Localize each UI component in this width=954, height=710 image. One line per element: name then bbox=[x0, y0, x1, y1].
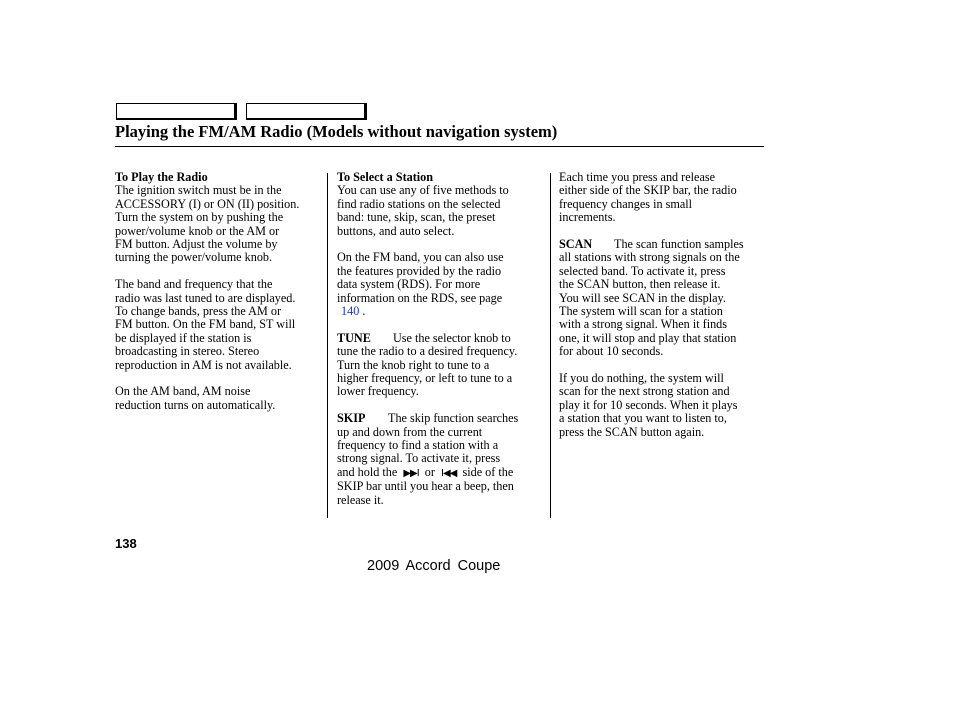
text-line: with a strong signal. When it finds bbox=[559, 317, 728, 332]
text-line bbox=[337, 466, 547, 480]
paragraph-band-frequency bbox=[115, 278, 322, 372]
section-heading-select-station: To Select a Station bbox=[337, 170, 434, 184]
text-fragment: and hold the bbox=[337, 464, 398, 479]
text-line: scan for the next strong station and bbox=[559, 384, 730, 399]
text-line: the features provided by the radio bbox=[337, 263, 502, 278]
text-line: the SCAN button, then release it. bbox=[559, 277, 721, 292]
column-divider-2 bbox=[550, 173, 551, 518]
paragraph-rds bbox=[337, 251, 547, 318]
column-2 bbox=[337, 171, 547, 521]
paragraph-five-methods bbox=[337, 184, 547, 238]
text-line bbox=[337, 412, 547, 425]
text-line: release it. bbox=[337, 492, 384, 507]
text-line: for about 10 seconds. bbox=[559, 344, 664, 359]
text-fragment: Use the selector knob to bbox=[393, 330, 511, 345]
text-line: The system will scan for a station bbox=[559, 304, 723, 319]
text-line: strong signal. To activate it, press bbox=[337, 451, 501, 466]
page-reference-link[interactable]: 140 bbox=[341, 304, 360, 319]
skip-back-icon: I◀◀ bbox=[441, 467, 457, 479]
text-line: up and down from the current bbox=[337, 424, 483, 439]
text-line: one, it will stop and play that station bbox=[559, 330, 737, 345]
text-line: higher frequency, or left to tune to a bbox=[337, 371, 513, 386]
text-line: On the FM band, you can also use bbox=[337, 250, 504, 265]
text-line: press the SCAN button again. bbox=[559, 424, 705, 439]
paragraph-scan-again bbox=[559, 372, 764, 439]
text-line: frequency changes in small bbox=[559, 196, 692, 211]
text-line: reduction turns on automatically. bbox=[115, 397, 276, 412]
text-line: You will see SCAN in the display. bbox=[559, 290, 726, 305]
text-line: Turn the system on by pushing the bbox=[115, 210, 284, 225]
text-fragment: or bbox=[424, 464, 435, 479]
text-line bbox=[337, 305, 547, 318]
text-fragment: The scan function samples bbox=[614, 237, 744, 252]
text-line: If you do nothing, the system will bbox=[559, 371, 724, 386]
text-line: SKIP bar until you hear a beep, then bbox=[337, 479, 514, 494]
nav-tab-box-1[interactable] bbox=[116, 103, 237, 120]
text-line: Turn the knob right to tune to a bbox=[337, 357, 490, 372]
paragraph-ignition bbox=[115, 184, 322, 264]
text-line: buttons, and auto select. bbox=[337, 223, 455, 238]
paragraph-scan bbox=[559, 238, 764, 359]
column-1 bbox=[115, 171, 322, 426]
page-number: 138 bbox=[115, 536, 137, 551]
text-line: The ignition switch must be in the bbox=[115, 183, 282, 198]
skip-forward-icon: ▶▶I bbox=[403, 467, 419, 479]
text-line: a station that you want to listen to, bbox=[559, 411, 727, 426]
nav-tab-box-2[interactable] bbox=[246, 103, 367, 120]
text-line: power/volume knob or the AM or bbox=[115, 223, 280, 238]
text-line: turning the power/volume knob. bbox=[115, 250, 273, 265]
text-line: On the AM band, AM noise bbox=[115, 384, 251, 399]
text-fragment: side of the bbox=[462, 464, 514, 479]
section-heading-play-radio: To Play the Radio bbox=[115, 170, 208, 184]
text-line: play it for 10 seconds. When it plays bbox=[559, 397, 738, 412]
column-divider-1 bbox=[327, 173, 328, 518]
text-line: FM button. Adjust the volume by bbox=[115, 237, 278, 252]
term-tune: TUNE bbox=[337, 330, 371, 345]
footer-model-name: 2009 Accord Coupe bbox=[367, 558, 501, 574]
column-3 bbox=[559, 171, 764, 452]
paragraph-am-noise bbox=[115, 385, 322, 412]
text-line: radio was last tuned to are displayed. bbox=[115, 290, 296, 305]
paragraph-skip bbox=[337, 412, 547, 507]
text-line: broadcasting in stereo. Stereo bbox=[115, 344, 260, 359]
text-line: lower frequency. bbox=[337, 384, 419, 399]
text-line: Each time you press and release bbox=[559, 170, 716, 184]
text-line: To change bands, press the AM or bbox=[115, 304, 282, 319]
text-line: either side of the SKIP bar, the radio bbox=[559, 183, 737, 198]
text-line: tune the radio to a desired frequency. bbox=[337, 344, 518, 359]
text-line: information on the RDS, see page bbox=[337, 290, 503, 305]
page-title: Playing the FM/AM Radio (Models without navigation system) bbox=[115, 122, 558, 141]
text-line: FM button. On the FM band, ST will bbox=[115, 317, 296, 332]
text-line: data system (RDS). For more bbox=[337, 277, 481, 292]
text-line: You can use any of five methods to bbox=[337, 183, 509, 198]
term-skip: SKIP bbox=[337, 411, 366, 426]
text-line: selected band. To activate it, press bbox=[559, 263, 726, 278]
text-line bbox=[559, 238, 764, 251]
text-line: all stations with strong signals on the bbox=[559, 250, 740, 265]
paragraph-tune bbox=[337, 332, 547, 399]
text-line bbox=[337, 332, 547, 345]
text-line: reproduction in AM is not available. bbox=[115, 357, 292, 372]
text-line: frequency to find a station with a bbox=[337, 438, 499, 453]
text-fragment: The skip function searches bbox=[388, 411, 519, 426]
text-line: ACCESSORY (I) or ON (II) position. bbox=[115, 196, 300, 211]
text-line: band: tune, skip, scan, the preset bbox=[337, 210, 496, 225]
text-line: increments. bbox=[559, 210, 616, 225]
text-fragment: . bbox=[362, 304, 366, 319]
text-line: find radio stations on the selected bbox=[337, 196, 501, 211]
title-rule bbox=[115, 146, 764, 147]
text-line: The band and frequency that the bbox=[115, 277, 273, 292]
paragraph-skip-increments bbox=[559, 171, 764, 225]
text-line: be displayed if the station is bbox=[115, 330, 252, 345]
term-scan: SCAN bbox=[559, 237, 593, 252]
